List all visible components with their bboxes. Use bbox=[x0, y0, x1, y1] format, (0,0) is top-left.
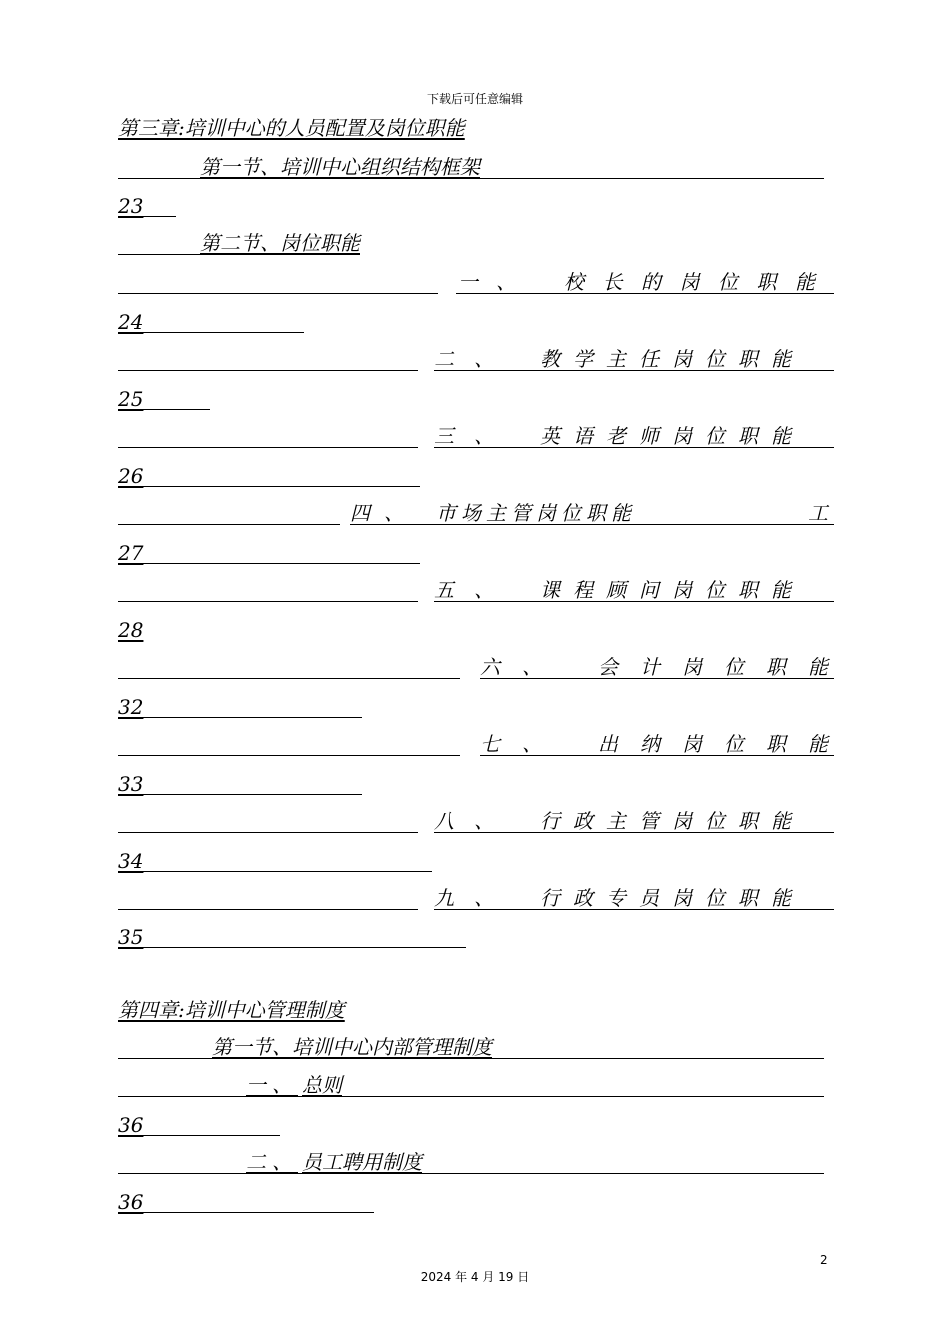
toc-item-6-page bbox=[118, 692, 362, 722]
section-2-line bbox=[118, 229, 388, 259]
leader-line bbox=[118, 1173, 824, 1174]
item-title: 课程顾问岗位职能 bbox=[540, 578, 804, 602]
toc-item-2-page bbox=[118, 384, 210, 414]
chapter-3-title: 第三章:培训中心的人员配置及岗位职能 bbox=[118, 116, 465, 140]
item-num: 六 bbox=[480, 655, 500, 679]
ch4-section-1-line bbox=[118, 1033, 824, 1063]
item-num: 八 bbox=[434, 809, 454, 833]
leader-line bbox=[118, 909, 418, 910]
item-num: 九 bbox=[434, 886, 454, 910]
item-num: 三 bbox=[434, 424, 454, 448]
page-header: 下载后可任意编辑 bbox=[426, 92, 523, 106]
item-page: 25 bbox=[118, 387, 144, 411]
toc-item-5-page bbox=[118, 615, 158, 645]
item-page: 27 bbox=[118, 541, 144, 565]
page-number: 2 bbox=[820, 1253, 828, 1267]
item-title: 会计岗位职能 bbox=[598, 655, 850, 679]
leader-line bbox=[118, 1212, 374, 1213]
leader-line bbox=[118, 563, 420, 564]
leader-line bbox=[118, 524, 340, 525]
ch4-item-2-page-line bbox=[118, 1187, 374, 1217]
leader-line bbox=[118, 601, 418, 602]
ch4-item-1-page-line bbox=[118, 1110, 280, 1140]
item-page: 28 bbox=[118, 618, 144, 642]
leader-line bbox=[118, 794, 362, 795]
item-page: 26 bbox=[118, 464, 144, 488]
item-title: 校长的岗位职能 bbox=[564, 270, 834, 294]
section-1-line bbox=[118, 153, 824, 183]
leader-line bbox=[118, 947, 466, 948]
section-1-page-line bbox=[118, 191, 176, 221]
ch4-item-2-num: 二、 bbox=[246, 1150, 298, 1174]
item-title: 行政专员岗位职能 bbox=[540, 886, 804, 910]
section-1-title: 第一节、培训中心组织结构框架 bbox=[200, 155, 480, 179]
leader-line bbox=[118, 370, 418, 371]
item-sep: 、 bbox=[474, 424, 494, 448]
item-title: 出纳岗位职能 bbox=[598, 732, 850, 756]
item-title: 市场主管岗位职能 bbox=[436, 501, 636, 525]
leader-line bbox=[118, 755, 460, 756]
leader-line bbox=[118, 293, 438, 294]
item-sep: 、 bbox=[474, 886, 494, 910]
toc-item-8-page bbox=[118, 846, 432, 876]
item-sep: 、 bbox=[522, 732, 542, 756]
ch4-section-1-title: 第一节、培训中心内部管理制度 bbox=[212, 1035, 492, 1059]
leader-line bbox=[118, 254, 200, 255]
ch4-item-1-page: 36 bbox=[118, 1113, 144, 1137]
item-sep: 、 bbox=[496, 270, 516, 294]
ch4-item-1-line bbox=[118, 1071, 824, 1101]
leader-line bbox=[118, 1096, 824, 1097]
item-title: 教学主任岗位职能 bbox=[540, 347, 804, 371]
toc-item-7 bbox=[118, 730, 850, 760]
chapter-3-title-line bbox=[118, 114, 828, 144]
item-page: 32 bbox=[118, 695, 144, 719]
item-num: 五 bbox=[434, 578, 454, 602]
item-sep: 、 bbox=[522, 655, 542, 679]
toc-item-4-page bbox=[118, 538, 420, 568]
ch4-item-2-line bbox=[118, 1148, 824, 1178]
toc-item-8 bbox=[118, 807, 834, 837]
item-num: 四 bbox=[350, 501, 370, 525]
item-page: 34 bbox=[118, 849, 144, 873]
leader-line bbox=[118, 871, 432, 872]
toc-item-9-page bbox=[118, 922, 466, 952]
toc-item-5 bbox=[118, 576, 834, 606]
section-1-page: 23 bbox=[118, 194, 144, 218]
item-page: 24 bbox=[118, 310, 144, 334]
leader-line bbox=[118, 447, 418, 448]
chapter-4-title: 第四章:培训中心管理制度 bbox=[118, 998, 345, 1022]
toc-item-2 bbox=[118, 345, 834, 375]
leader-line bbox=[118, 678, 460, 679]
ch4-item-2-title: 员工聘用制度 bbox=[302, 1150, 422, 1174]
ch4-item-1-num: 一、 bbox=[246, 1073, 298, 1097]
item-title: 英语老师岗位职能 bbox=[540, 424, 804, 448]
toc-item-4 bbox=[118, 499, 834, 529]
item-num: 一 bbox=[458, 270, 478, 294]
ch4-item-1-title: 总则 bbox=[302, 1073, 342, 1097]
leader-line bbox=[118, 832, 418, 833]
item-sep: 、 bbox=[384, 501, 404, 525]
toc-item-1-page bbox=[118, 307, 304, 337]
item-page: 35 bbox=[118, 925, 144, 949]
toc-item-1 bbox=[118, 268, 834, 298]
item-extra: 工 bbox=[808, 501, 828, 525]
leader-line bbox=[118, 717, 362, 718]
item-num: 七 bbox=[480, 732, 500, 756]
item-title: 行政主管岗位职能 bbox=[540, 809, 804, 833]
leader-line bbox=[118, 332, 304, 333]
toc-item-3-page bbox=[118, 461, 420, 491]
section-2-title: 第二节、岗位职能 bbox=[200, 231, 360, 255]
toc-item-7-page bbox=[118, 769, 362, 799]
item-sep: 、 bbox=[474, 347, 494, 371]
footer-date: 2024 年 4 月 19 日 bbox=[420, 1270, 530, 1284]
item-sep: 、 bbox=[474, 578, 494, 602]
chapter-4-title-line bbox=[118, 996, 418, 1026]
toc-item-9 bbox=[118, 884, 834, 914]
item-page: 33 bbox=[118, 772, 144, 796]
item-sep: 、 bbox=[474, 809, 494, 833]
toc-item-3 bbox=[118, 422, 834, 452]
toc-item-6 bbox=[118, 653, 850, 683]
leader-line bbox=[118, 486, 420, 487]
ch4-item-2-page: 36 bbox=[118, 1190, 144, 1214]
item-num: 二 bbox=[434, 347, 454, 371]
